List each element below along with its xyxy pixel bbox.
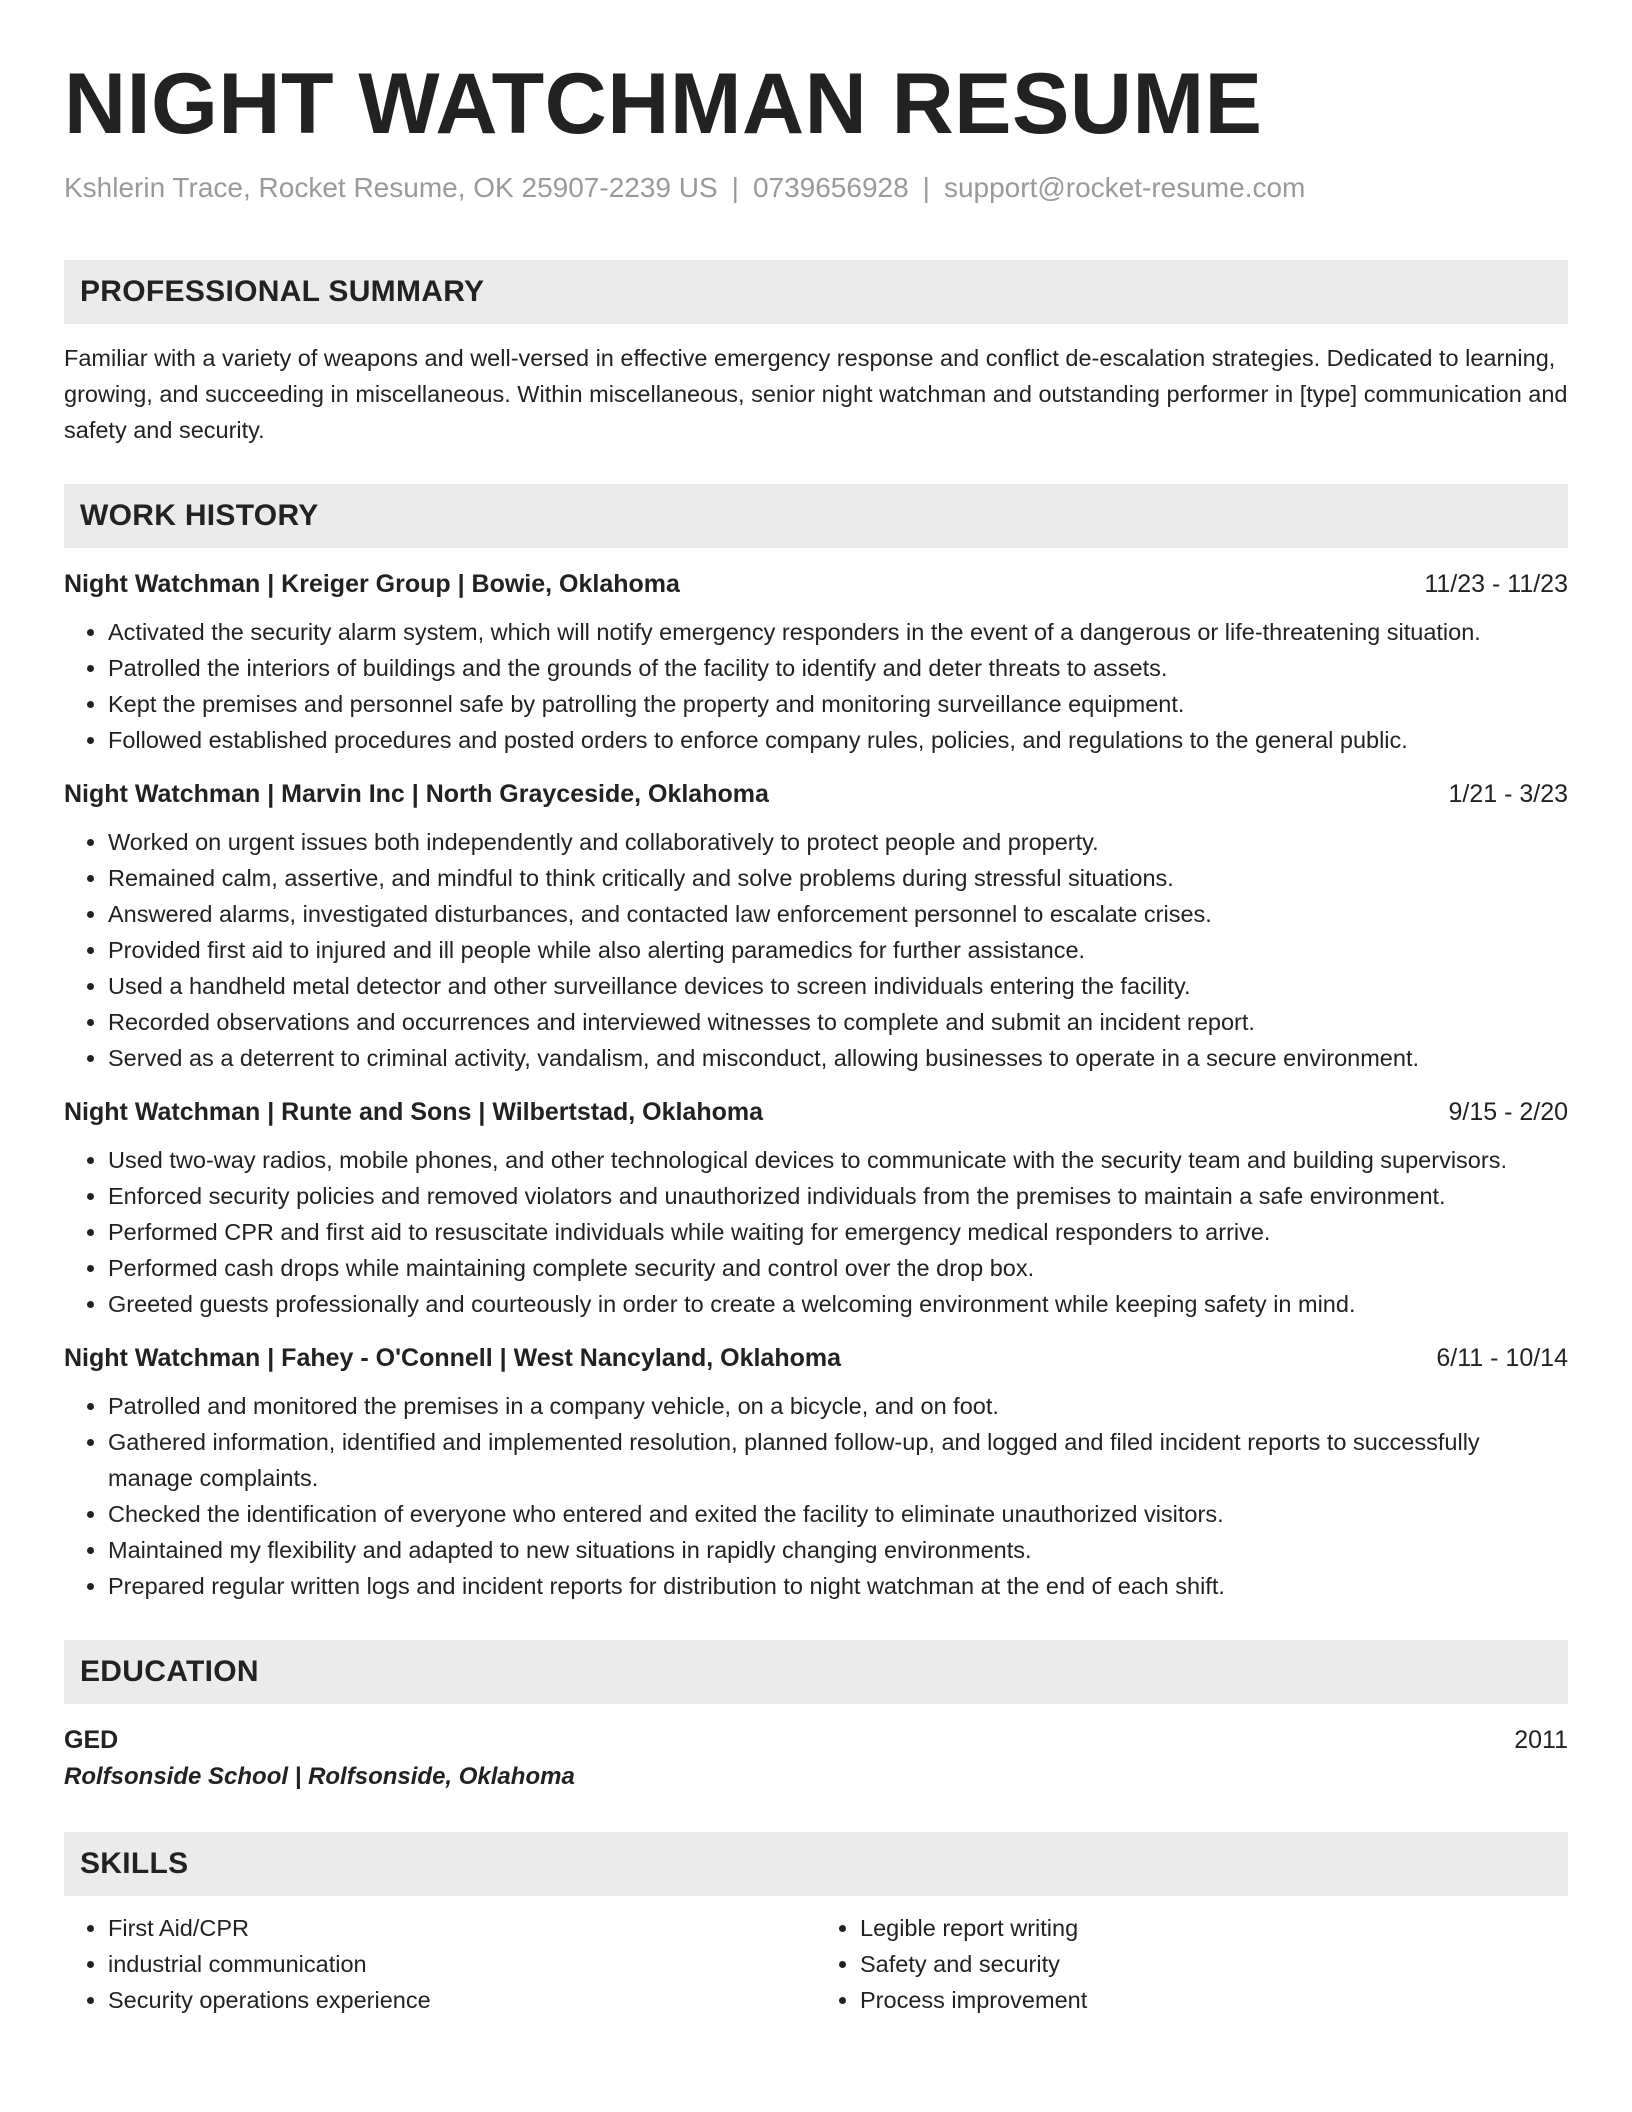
contact-separator: | xyxy=(922,172,930,203)
job-bullets xyxy=(64,614,1568,758)
job-bullets xyxy=(64,1142,1568,1322)
job-header xyxy=(64,566,1568,602)
skill-item: • Safety and security xyxy=(860,1946,1568,1982)
job-bullet: • Followed established procedures and posted orders to enforce company rules, policies, and regulations to the general public. xyxy=(108,722,1568,758)
skills-list xyxy=(64,1910,1568,2018)
job-bullet: • Kept the premises and personnel safe by patrolling the property and monitoring surveillance equipment. xyxy=(108,686,1568,722)
job-bullet: • Used two-way radios, mobile phones, and other technological devices to communicate with the security team and building supervisors. xyxy=(108,1142,1568,1178)
job-header xyxy=(64,1094,1568,1130)
section-heading-skills: SKILLS xyxy=(64,1832,1568,1896)
education-degree: GED xyxy=(64,1726,119,1754)
education-year: 2011 xyxy=(1514,1726,1568,1754)
job-bullet: • Enforced security policies and removed violators and unauthorized individuals from the premises to maintain a safe environment. xyxy=(108,1178,1568,1214)
job-header xyxy=(64,1340,1568,1376)
skill-item: • Process improvement xyxy=(860,1982,1568,2018)
job-bullet: • Maintained my flexibility and adapted to new situations in rapidly changing environments. xyxy=(108,1532,1568,1568)
job-bullet: • Prepared regular written logs and incident reports for distribution to night watchman at the end of each shift. xyxy=(108,1568,1568,1604)
summary-text: Familiar with a variety of weapons and well-versed in effective emergency response and conflict de-escalation strategies. Dedicated to learning, growing, and succeeding in miscellaneous. Within miscellaneous, senior night watchman and outstanding performer in [type] communication and safety and security. xyxy=(64,345,1568,443)
skills-column-left xyxy=(64,1910,816,2018)
job-bullet: • Used a handheld metal detector and other surveillance devices to screen individuals entering the facility. xyxy=(108,968,1568,1004)
job-bullet: • Patrolled and monitored the premises in a company vehicle, on a bicycle, and on foot. xyxy=(108,1388,1568,1424)
job-bullet: • Greeted guests professionally and courteously in order to create a welcoming environment while keeping safety in mind. xyxy=(108,1286,1568,1322)
section-heading-education: EDUCATION xyxy=(64,1640,1568,1704)
section-heading-work-history: WORK HISTORY xyxy=(64,484,1568,548)
job-bullets xyxy=(64,824,1568,1076)
education-school: Rolfsonside School | Rolfsonside, Oklahoma xyxy=(64,1763,575,1790)
job-bullet: • Worked on urgent issues both independently and collaboratively to protect people and property. xyxy=(108,824,1568,860)
job-dates: 9/15 - 2/20 xyxy=(1448,1098,1568,1126)
skill-item: • Legible report writing xyxy=(860,1910,1568,1946)
skills-column-right xyxy=(816,1910,1568,2018)
skill-item: • First Aid/CPR xyxy=(108,1910,816,1946)
job-dates: 11/23 - 11/23 xyxy=(1424,570,1568,598)
job-title: Night Watchman | Kreiger Group | Bowie, Oklahoma xyxy=(64,570,680,598)
job-bullet: • Gathered information, identified and implemented resolution, planned follow-up, and logged and filed incident reports to successfully manage complaints. xyxy=(108,1424,1568,1496)
job-bullet: • Performed cash drops while maintaining complete security and control over the drop box. xyxy=(108,1250,1568,1286)
job-bullet: • Provided first aid to injured and ill people while also alerting paramedics for further assistance. xyxy=(108,932,1568,968)
job-bullet: • Answered alarms, investigated disturbances, and contacted law enforcement personnel to escalate crises. xyxy=(108,896,1568,932)
job-title: Night Watchman | Runte and Sons | Wilbertstad, Oklahoma xyxy=(64,1098,764,1126)
job-bullet: • Patrolled the interiors of buildings and the grounds of the facility to identify and deter threats to assets. xyxy=(108,650,1568,686)
job-bullet: • Remained calm, assertive, and mindful to think critically and solve problems during stressful situations. xyxy=(108,860,1568,896)
contact-line xyxy=(64,168,1568,208)
resume-title: NIGHT WATCHMAN RESUME xyxy=(64,56,1263,152)
skill-item: • Security operations experience xyxy=(108,1982,816,2018)
job-header xyxy=(64,776,1568,812)
skill-item: • industrial communication xyxy=(108,1946,816,1982)
job-bullet: • Served as a deterrent to criminal activity, vandalism, and misconduct, allowing businesses to operate in a secure environment. xyxy=(108,1040,1568,1076)
job-dates: 1/21 - 3/23 xyxy=(1448,780,1568,808)
job-bullet: • Checked the identification of everyone who entered and exited the facility to eliminate unauthorized visitors. xyxy=(108,1496,1568,1532)
work-history-list xyxy=(64,566,1568,1604)
contact-phone: 0739656928 xyxy=(752,172,909,203)
contact-email: support@rocket-resume.com xyxy=(943,172,1306,203)
section-heading-summary: PROFESSIONAL SUMMARY xyxy=(64,260,1568,324)
contact-address: Kshlerin Trace, Rocket Resume, OK 25907-2239 US xyxy=(64,172,718,203)
job-bullet: • Recorded observations and occurrences and interviewed witnesses to complete and submit an incident report. xyxy=(108,1004,1568,1040)
job-dates: 6/11 - 10/14 xyxy=(1436,1344,1568,1372)
job-title: Night Watchman | Fahey - O'Connell | West Nancyland, Oklahoma xyxy=(64,1344,842,1372)
contact-separator: | xyxy=(731,172,739,203)
job-bullet: • Activated the security alarm system, which will notify emergency responders in the event of a dangerous or life-threatening situation. xyxy=(108,614,1568,650)
job-bullet: • Performed CPR and first aid to resuscitate individuals while waiting for emergency medical responders to arrive. xyxy=(108,1214,1568,1250)
job-bullets xyxy=(64,1388,1568,1604)
education-entry xyxy=(64,1722,1568,1758)
job-title: Night Watchman | Marvin Inc | North Grayceside, Oklahoma xyxy=(64,780,769,808)
